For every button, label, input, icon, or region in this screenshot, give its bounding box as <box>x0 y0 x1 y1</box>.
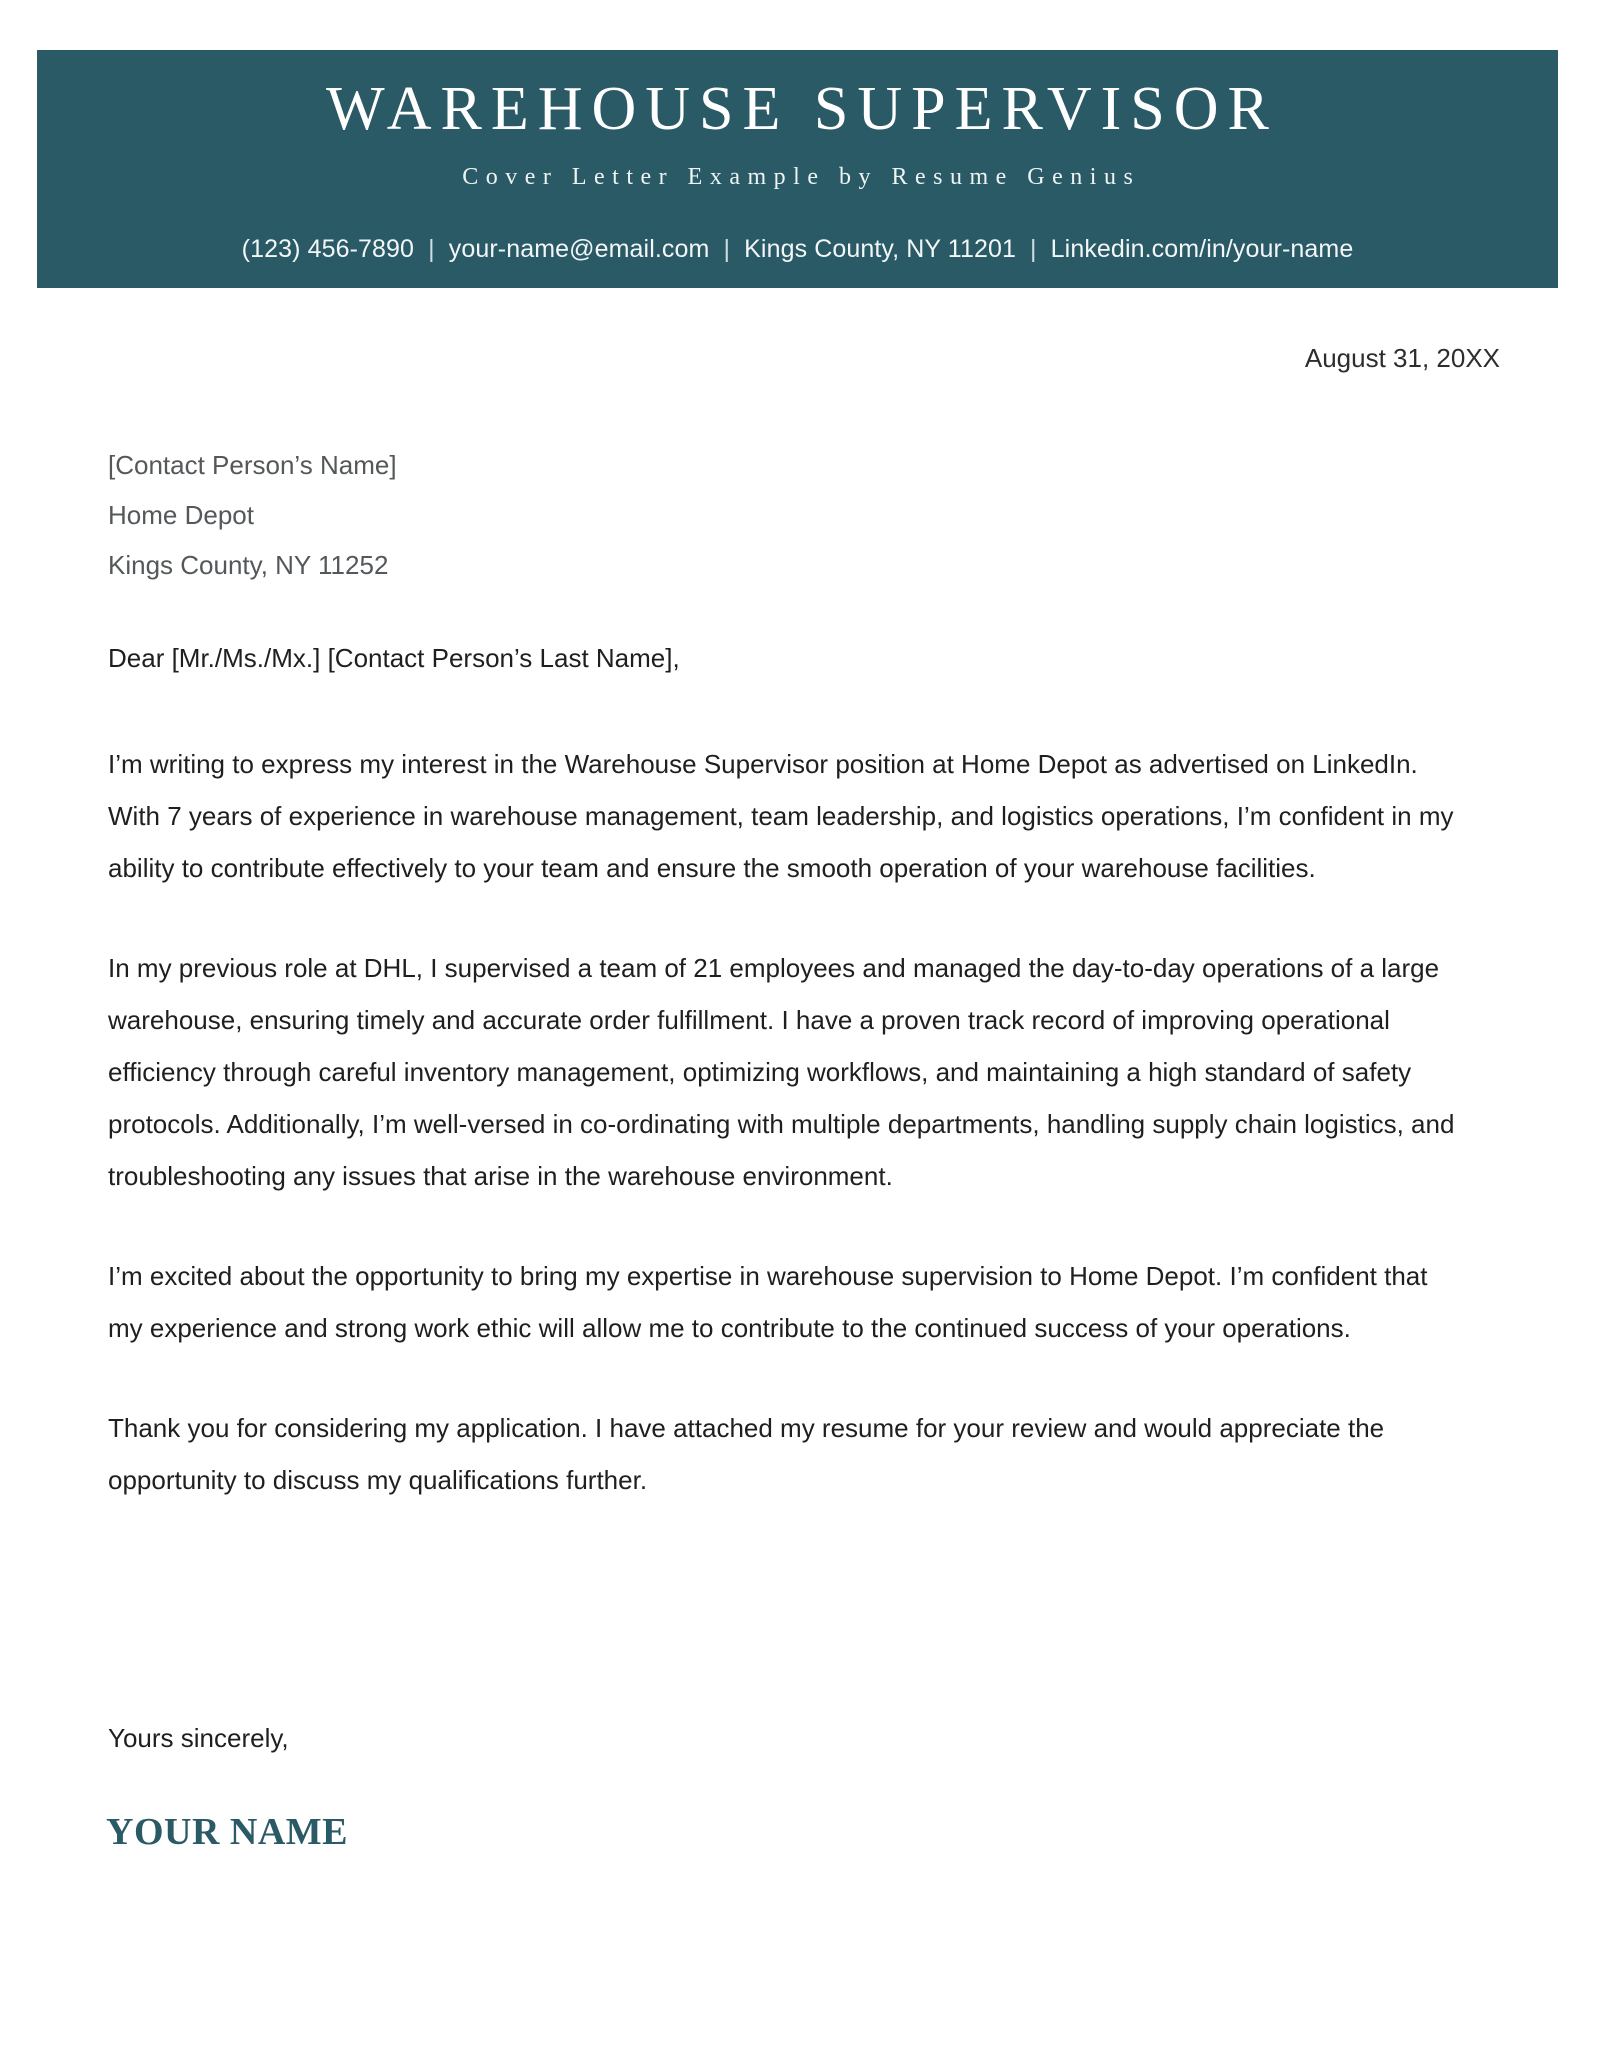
recipient-address: Kings County, NY 11252 <box>108 550 389 580</box>
recipient-address-block <box>108 440 1008 590</box>
contact-location: Kings County, NY 11201 <box>744 235 1016 263</box>
body-paragraph: I’m excited about the opportunity to bring my expertise in warehouse supervision to Home Depot. I’m confident that my experience and strong work ethic will allow me to contribute to the continued success of your operations. <box>108 1261 1428 1343</box>
recipient-name: [Contact Person’s Name] <box>108 450 397 480</box>
contact-info-line <box>37 232 1558 266</box>
body-paragraph: In my previous role at DHL, I supervised a team of 21 employees and managed the day-to-day operations of a large warehouse, ensuring timely and accurate order fulfillment. I have a proven track record of improving operational efficiency through careful inventory management, optimizing workflows, and maintaining a high standard of safety protocols. Additionally, I’m well-versed in co-ordinating with multiple departments, handling supply chain logistics, and troubleshooting any issues that arise in the warehouse environment. <box>108 953 1455 1191</box>
contact-separator: | <box>1030 235 1037 263</box>
contact-linkedin[interactable]: Linkedin.com/in/your-name <box>1050 235 1354 263</box>
body-paragraph: Thank you for considering my application. I have attached my resume for your review and would appreciate the opportunity to discuss my qualifications further. <box>108 1413 1385 1495</box>
signoff-text: Yours sincerely, <box>108 1723 289 1753</box>
letter-body <box>108 738 1456 1506</box>
contact-separator: | <box>428 235 435 263</box>
salutation: Dear [Mr./Ms./Mx.] [Contact Person’s Last Name], <box>108 643 680 673</box>
letter-date: August 31, 20XX <box>1304 343 1500 373</box>
recipient-company: Home Depot <box>108 500 254 530</box>
header-subtitle: Cover Letter Example by Resume Genius <box>462 164 1141 190</box>
contact-separator: | <box>723 235 731 263</box>
contact-email[interactable]: your-name@email.com <box>448 235 710 263</box>
contact-phone: (123) 456-7890 <box>241 235 415 263</box>
body-paragraph: I’m writing to express my interest in the Warehouse Supervisor position at Home Depot as advertised on LinkedIn. With 7 years of experience in warehouse management, team leadership, and logistics operations, I’m confident in my ability to contribute effectively to your team and ensure the smooth operation of your warehouse facilities. <box>108 749 1454 883</box>
signature-name: YOUR NAME <box>106 1811 348 1853</box>
header-band <box>37 50 1558 288</box>
page-title: WAREHOUSE SUPERVISOR <box>326 75 1278 143</box>
